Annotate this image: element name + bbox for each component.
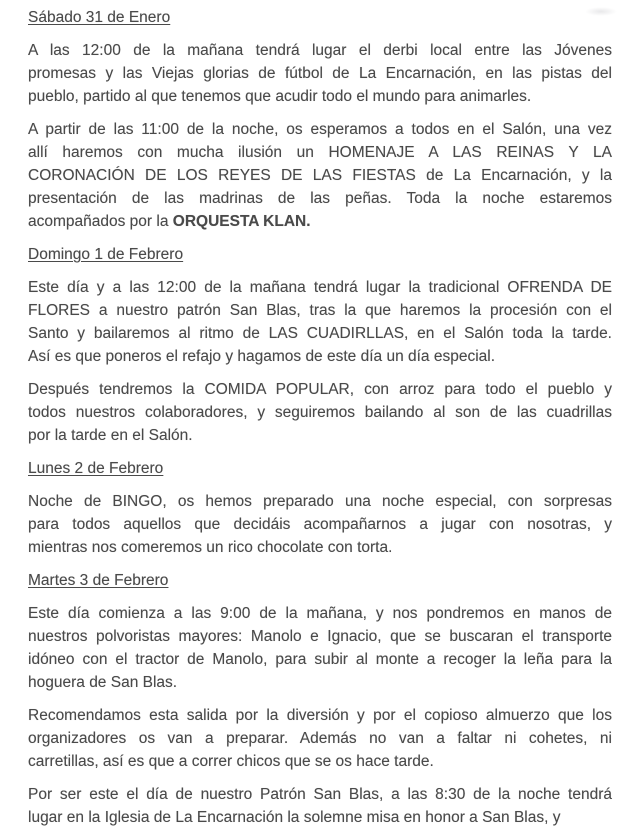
section-heading: Domingo 1 de Febrero	[28, 246, 184, 263]
text-line	[28, 210, 612, 233]
text-segment: promesas y las Viejas glorias de fútbol de La Encarnación, en las pistas del	[28, 65, 612, 82]
text-segment: acompañados por la	[28, 213, 173, 230]
text-segment: allí haremos con mucha ilusión un HOMENAJE A LAS REINAS Y LA	[28, 144, 612, 161]
text-segment: mientras nos comeremos un rico chocolate con torta.	[28, 539, 393, 556]
text-segment: CORONACIÓN DE LOS REYES DE LAS FIESTAS de La Encarnación, y la	[28, 167, 612, 184]
text-line	[28, 602, 612, 625]
text-segment: nuestros polvoristas mayores: Manolo e Ignacio, que se buscaran el transporte	[28, 628, 612, 645]
text-line	[28, 141, 612, 164]
text-segment: Después tendremos la COMIDA POPULAR, con arroz para todo el pueblo y	[28, 381, 612, 398]
paragraph	[28, 118, 612, 233]
text-segment: A partir de las 11:00 de la noche, os esperamos a todos en el Salón, una vez	[28, 121, 612, 138]
text-segment: idóneo con el tractor de Manolo, para subir al monte a recoger la leña para la	[28, 651, 612, 668]
text-segment: Noche de BINGO, os hemos preparado una noche especial, con sorpresas	[28, 493, 612, 510]
text-segment: lugar en la Iglesia de La Encarnación la solemne misa en honor a San Blas, y	[28, 809, 561, 826]
text-segment: todos nuestros colaboradores, y seguiremos bailando al son de las cuadrillas	[28, 404, 612, 421]
text-segment: por la tarde en el Salón.	[28, 427, 193, 444]
text-line	[28, 513, 612, 536]
text-segment: A las 12:00 de la mañana tendrá lugar el derbi local entre las Jóvenes	[28, 42, 612, 59]
text-line	[28, 490, 612, 513]
text-line	[28, 164, 612, 187]
text-line	[28, 783, 612, 806]
text-line	[28, 704, 612, 727]
text-line	[28, 424, 612, 447]
document-content	[28, 6, 612, 829]
text-line	[28, 727, 612, 750]
text-line	[28, 378, 612, 401]
text-segment: Así es que poneros el refajo y hagamos de este día un día especial.	[28, 348, 496, 365]
text-line	[28, 276, 612, 299]
text-segment: Santo y bailaremos al ritmo de LAS CUADIRLLAS, en el Salón toda la tarde.	[28, 325, 612, 342]
text-segment: pueblo, partido al que tenemos que acudir todo el mundo para animarles.	[28, 88, 532, 105]
paragraph	[28, 704, 612, 773]
text-segment: organizadores os van a preparar. Además no van a faltar ni cohetes, ni	[28, 730, 612, 747]
text-line	[28, 345, 612, 368]
text-line	[28, 401, 612, 424]
text-segment: presentación de las madrinas de las peñas. Toda la noche estaremos	[28, 190, 612, 207]
text-segment: Recomendamos esta salida por la diversión y por el copioso almuerzo que los	[28, 707, 612, 724]
text-line	[28, 806, 612, 829]
paragraph	[28, 490, 612, 559]
text-line	[28, 648, 612, 671]
text-segment: para todos aquellos que decidáis acompañarnos a jugar con nosotras, y	[28, 516, 612, 533]
text-line	[28, 750, 612, 773]
text-line	[28, 625, 612, 648]
text-segment: FLORES a nuestro patrón San Blas, tras la que haremos la procesión con el	[28, 302, 612, 319]
section-heading: Sábado 31 de Enero	[28, 9, 171, 26]
section-heading: Martes 3 de Febrero	[28, 572, 169, 589]
text-line	[28, 671, 612, 694]
text-line	[28, 62, 612, 85]
text-line	[28, 299, 612, 322]
bold-text-segment: ORQUESTA KLAN.	[172, 213, 311, 230]
paragraph	[28, 783, 612, 829]
paragraph	[28, 39, 612, 108]
text-line	[28, 187, 612, 210]
paragraph	[28, 602, 612, 694]
paragraph	[28, 378, 612, 447]
text-line	[28, 85, 612, 108]
paragraph	[28, 276, 612, 368]
text-segment: Por ser este el día de nuestro Patrón San Blas, a las 8:30 de la noche tendrá	[28, 786, 612, 803]
text-segment: Este día comienza a las 9:00 de la mañana, y nos pondremos en manos de	[28, 605, 612, 622]
text-line	[28, 536, 612, 559]
text-segment: hoguera de San Blas.	[28, 674, 178, 691]
text-line	[28, 39, 612, 62]
text-segment: carretillas, así es que a correr chicos que se os hace tarde.	[28, 753, 434, 770]
text-segment: Este día y a las 12:00 de la mañana tendrá lugar la tradicional OFRENDA DE	[28, 279, 612, 296]
text-line	[28, 118, 612, 141]
text-line	[28, 322, 612, 345]
section-heading: Lunes 2 de Febrero	[28, 460, 164, 477]
